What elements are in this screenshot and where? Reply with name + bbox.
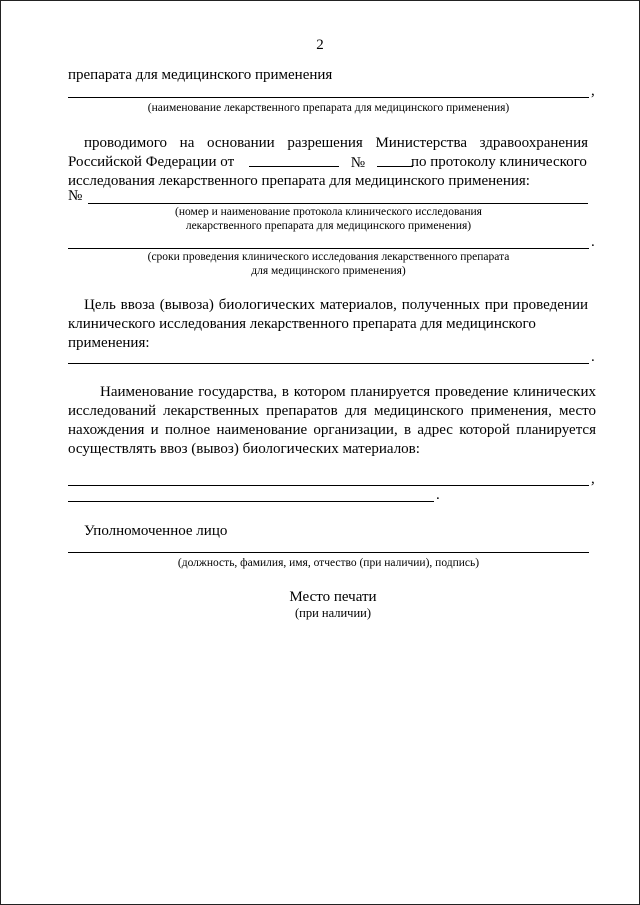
- permission-number-field[interactable]: [377, 153, 413, 167]
- comma-mark: ,: [591, 83, 595, 99]
- permission-date-field[interactable]: [249, 153, 339, 167]
- page-number: 2: [316, 37, 324, 53]
- state-line-1: Наименование государства, в котором планируется проведение клинических: [100, 384, 596, 400]
- protocol-caption-1: (номер и наименование протокола клинического исследования: [175, 206, 482, 218]
- permission-number-sign: №: [350, 155, 366, 171]
- organization-comma-mark: ,: [591, 471, 595, 487]
- permission-line-1: проводимого на основании разрешения Министерства здравоохранения: [84, 135, 588, 151]
- seal-note: (при наличии): [294, 606, 372, 620]
- terms-line[interactable]: [68, 248, 589, 249]
- state-line-3: нахождения и полное наименование организации, в адрес которой планируется: [68, 422, 596, 438]
- permission-line-2-field: [249, 153, 413, 172]
- protocol-number-sign: №: [68, 188, 83, 204]
- purpose-line-1: Цель ввоза (вывоза) биологических материалов, полученных при проведении: [84, 297, 588, 313]
- organization-line-1[interactable]: [68, 485, 589, 486]
- purpose-line-2: клинического исследования лекарственного препарата для медицинского: [68, 316, 536, 332]
- permission-line-3: исследования лекарственного препарата для медицинского применения:: [68, 173, 530, 189]
- seal-label: Место печати: [289, 589, 377, 605]
- state-line-2: исследований лекарственных препаратов для медицинского применения, место: [68, 403, 596, 419]
- protocol-number-line[interactable]: [88, 203, 588, 204]
- terms-caption-2: для медицинского применения): [251, 265, 406, 277]
- organization-period-mark: .: [436, 487, 440, 503]
- purpose-line-3: применения:: [68, 335, 150, 351]
- organization-line-2[interactable]: [68, 501, 434, 502]
- purpose-period-mark: .: [591, 349, 595, 365]
- authorized-person-line[interactable]: [68, 552, 589, 553]
- drug-name-caption: (наименование лекарственного препарата для медицинского применения): [147, 102, 510, 114]
- permission-line-2-start: Российской Федерации от: [68, 154, 235, 170]
- state-line-4: осуществлять ввоз (вывоз) биологических материалов:: [68, 441, 420, 457]
- drug-prefix-text: препарата для медицинского применения: [68, 67, 333, 83]
- authorized-person-label: Уполномоченное лицо: [84, 523, 228, 539]
- terms-period-mark: .: [591, 234, 595, 250]
- purpose-line[interactable]: [68, 363, 589, 364]
- protocol-caption-2: лекарственного препарата для медицинского применения): [185, 220, 472, 232]
- permission-line-2-end: по протоколу клинического: [411, 154, 587, 170]
- drug-name-line[interactable]: [68, 97, 589, 98]
- terms-caption-1: (сроки проведения клинического исследования лекарственного препарата: [147, 251, 510, 263]
- authorized-person-caption: (должность, фамилия, имя, отчество (при наличии), подпись): [177, 557, 480, 569]
